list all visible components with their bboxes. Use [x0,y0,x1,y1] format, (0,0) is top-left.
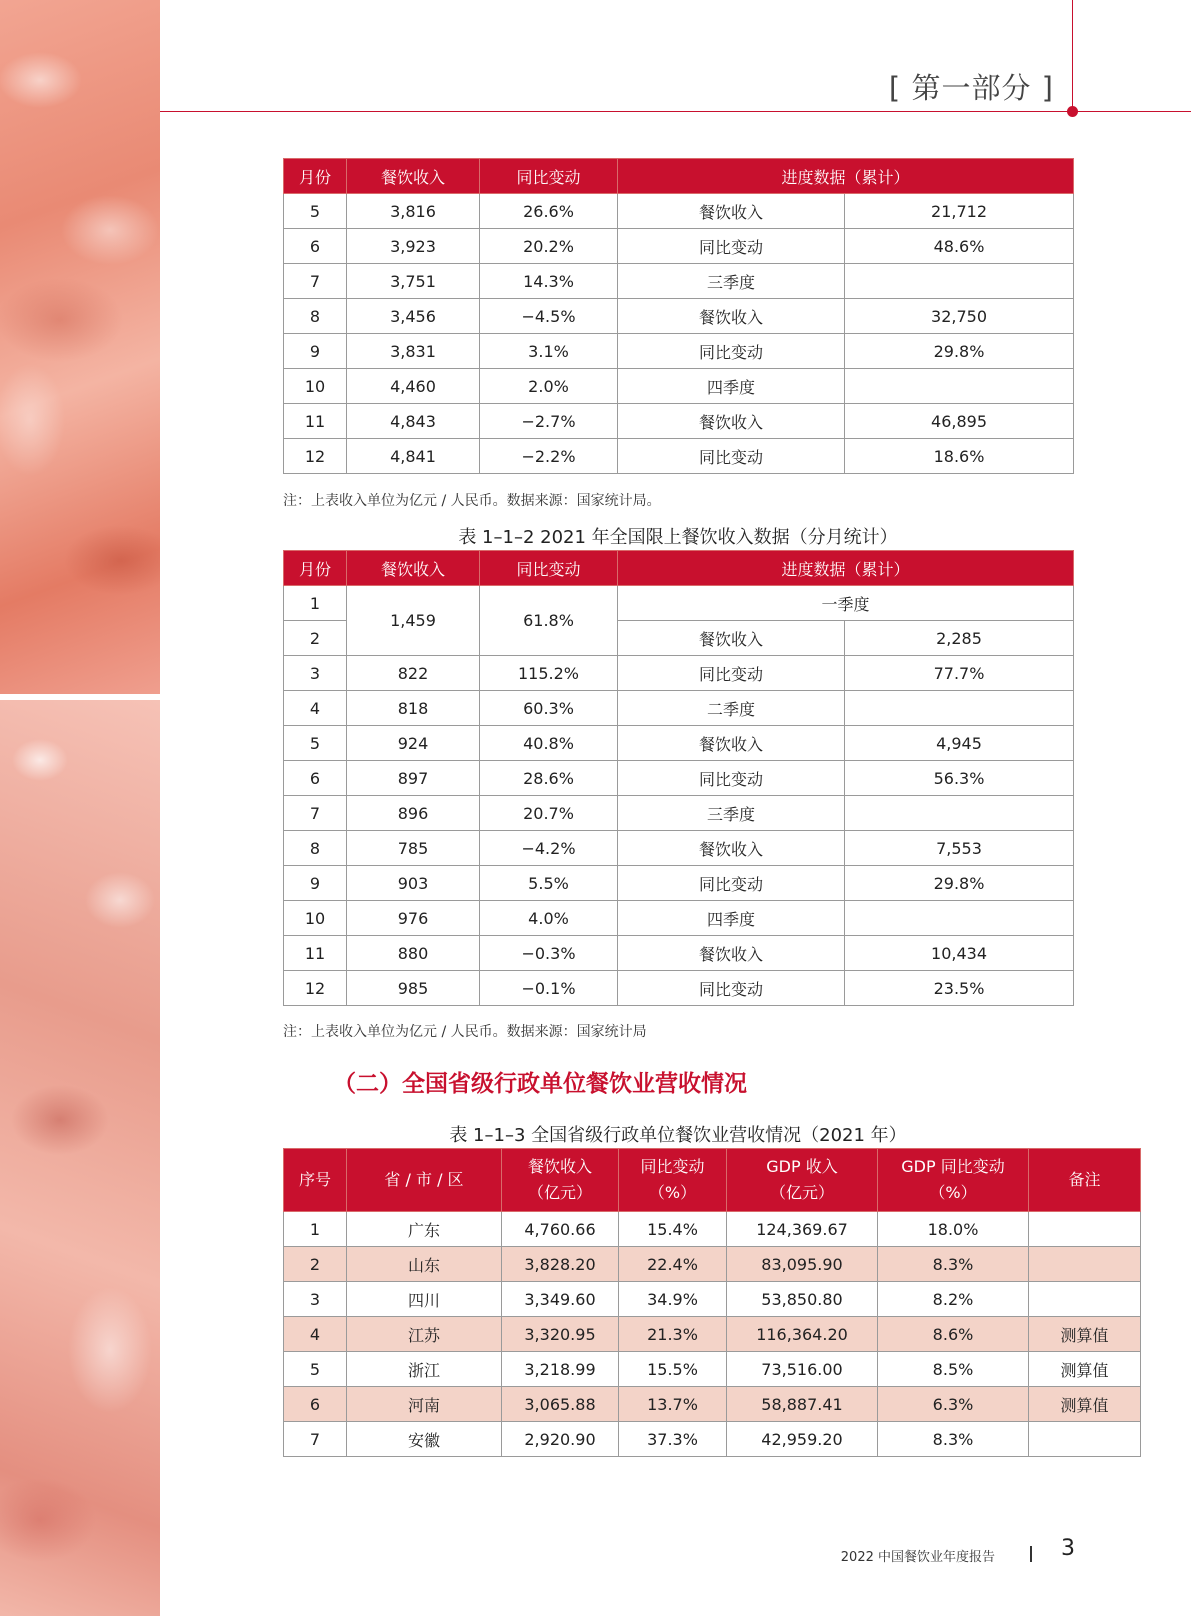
cell-yoy: 34.9% [619,1282,727,1317]
cell-yoy: 21.3% [619,1317,727,1352]
cell-progress-label: 同比变动 [618,656,845,691]
header-yoy [619,1149,727,1212]
cell-month: 2 [284,621,347,656]
cell-progress-label: 同比变动 [618,229,845,264]
cell-gdp: 124,369.67 [727,1212,878,1247]
table-row [284,901,1074,936]
cell-month: 6 [284,229,347,264]
cell-gdp-yoy: 6.3% [878,1387,1029,1422]
cell-no: 2 [284,1247,347,1282]
cell-progress-value [845,264,1074,299]
table-row [284,404,1074,439]
cell-revenue: 4,460 [347,369,480,404]
table-row [284,439,1074,474]
table-row [284,1282,1141,1317]
cell-month: 11 [284,404,347,439]
cell-yoy: 40.8% [480,726,618,761]
cell-yoy-merged: 61.8% [480,586,618,656]
cell-revenue-merged: 1,459 [347,586,480,656]
cell-progress-label: 餐饮收入 [618,831,845,866]
cell-month: 12 [284,439,347,474]
cell-revenue: 4,843 [347,404,480,439]
cell-month: 5 [284,194,347,229]
header-gdp-yoy-line1: GDP 同比变动 [901,1157,1005,1176]
cell-gdp-yoy: 8.5% [878,1352,1029,1387]
header-month: 月份 [284,159,347,194]
cell-no: 6 [284,1387,347,1422]
table-row [284,726,1074,761]
cell-progress-label: 同比变动 [618,334,845,369]
section-header: [ 第一部分 ] [888,71,1054,105]
cell-yoy: 14.3% [480,264,618,299]
cell-region: 河南 [347,1387,502,1422]
table-row [284,1352,1141,1387]
cell-yoy: 5.5% [480,866,618,901]
cell-revenue: 3,218.99 [502,1352,619,1387]
cell-progress-label: 餐饮收入 [618,936,845,971]
table-row [284,761,1074,796]
cell-month: 7 [284,264,347,299]
header-gdp-yoy-line2: （%） [929,1183,977,1202]
cell-region: 山东 [347,1247,502,1282]
cell-progress-value: 46,895 [845,404,1074,439]
table-row [284,334,1074,369]
cell-revenue: 897 [347,761,480,796]
header-progress: 进度数据（累计） [618,159,1074,194]
header-no: 序号 [284,1149,347,1212]
table-2-caption: 表 1–1–2 2021 年全国限上餐饮收入数据（分月统计） [458,527,898,548]
cell-gdp: 58,887.41 [727,1387,878,1422]
cell-gdp-yoy: 8.2% [878,1282,1029,1317]
cell-revenue: 4,841 [347,439,480,474]
table-3-provincial-revenue [283,1148,1141,1457]
cell-gdp-yoy: 18.0% [878,1212,1029,1247]
cell-gdp: 73,516.00 [727,1352,878,1387]
cell-revenue: 976 [347,901,480,936]
cell-remark [1029,1247,1141,1282]
cell-progress-value: 2,285 [845,621,1074,656]
table-2-monthly-revenue-2021 [283,550,1074,1006]
cell-revenue: 880 [347,936,480,971]
cell-no: 1 [284,1212,347,1247]
cell-progress-value: 29.8% [845,334,1074,369]
cell-progress-label: 同比变动 [618,761,845,796]
cell-revenue: 924 [347,726,480,761]
table-row [284,691,1074,726]
cell-progress-label: 三季度 [618,796,845,831]
cell-progress-value [845,369,1074,404]
cell-revenue: 3,923 [347,229,480,264]
cell-yoy: 26.6% [480,194,618,229]
cell-revenue: 3,831 [347,334,480,369]
cell-region: 浙江 [347,1352,502,1387]
cell-gdp-yoy: 8.3% [878,1247,1029,1282]
header-revenue-line1: 餐饮收入 [527,1157,592,1176]
cell-revenue: 896 [347,796,480,831]
cell-progress-value: 7,553 [845,831,1074,866]
cell-progress-value: 29.8% [845,866,1074,901]
table-row [284,831,1074,866]
cell-revenue: 3,828.20 [502,1247,619,1282]
cell-yoy: 15.4% [619,1212,727,1247]
cell-yoy: 13.7% [619,1387,727,1422]
header-horizontal-rule [160,111,1191,112]
cell-no: 5 [284,1352,347,1387]
header-yoy-line2: （%） [648,1183,697,1202]
cell-yoy: 15.5% [619,1352,727,1387]
cell-month: 8 [284,299,347,334]
cell-revenue: 3,751 [347,264,480,299]
cell-revenue: 785 [347,831,480,866]
cell-progress-value [845,796,1074,831]
side-photo-bottom [0,700,160,1616]
cell-month: 11 [284,936,347,971]
cell-revenue: 3,065.88 [502,1387,619,1422]
table-1-monthly-revenue [283,158,1074,474]
header-revenue [502,1149,619,1212]
cell-remark: 测算值 [1029,1317,1141,1352]
cell-yoy: −0.3% [480,936,618,971]
cell-yoy: −4.5% [480,299,618,334]
table-3-caption: 表 1–1–3 全国省级行政单位餐饮业营收情况（2021 年） [449,1125,907,1146]
header-yoy-line1: 同比变动 [640,1157,705,1176]
cell-yoy: −2.7% [480,404,618,439]
table-row [284,796,1074,831]
cell-progress-label: 同比变动 [618,971,845,1006]
cell-revenue: 2,920.90 [502,1422,619,1457]
cell-region: 安徽 [347,1422,502,1457]
cell-yoy: 115.2% [480,656,618,691]
cell-revenue: 3,456 [347,299,480,334]
cell-gdp: 83,095.90 [727,1247,878,1282]
cell-progress-label: 同比变动 [618,439,845,474]
cell-progress-value: 48.6% [845,229,1074,264]
cell-revenue: 4,760.66 [502,1212,619,1247]
cell-progress-label: 同比变动 [618,866,845,901]
cell-month: 9 [284,866,347,901]
cell-progress-value: 4,945 [845,726,1074,761]
cell-yoy: −2.2% [480,439,618,474]
table-row [284,971,1074,1006]
table-row [284,299,1074,334]
table-2-note: 注：上表收入单位为亿元 / 人民币。数据来源：国家统计局 [283,1024,647,1040]
table-row [284,936,1074,971]
cell-progress-label: 餐饮收入 [618,299,845,334]
header-revenue: 餐饮收入 [347,551,480,586]
cell-no: 3 [284,1282,347,1317]
cell-month: 6 [284,761,347,796]
table-row [284,1212,1141,1247]
cell-revenue: 985 [347,971,480,1006]
header-gdp-line1: GDP 收入 [766,1157,838,1176]
table-row [284,264,1074,299]
cell-yoy: 28.6% [480,761,618,796]
header-yoy: 同比变动 [480,551,618,586]
cell-remark [1029,1422,1141,1457]
cell-progress-label: 餐饮收入 [618,726,845,761]
cell-gdp-yoy: 8.6% [878,1317,1029,1352]
header-vertical-rule [1072,0,1073,112]
table-row [284,1247,1141,1282]
cell-progress-label: 餐饮收入 [618,404,845,439]
cell-month: 10 [284,901,347,936]
table-row [284,229,1074,264]
cell-gdp: 53,850.80 [727,1282,878,1317]
cell-remark: 测算值 [1029,1387,1141,1422]
table-row [284,369,1074,404]
cell-yoy: 3.1% [480,334,618,369]
cell-month: 1 [284,586,347,621]
cell-month: 7 [284,796,347,831]
cell-progress-label: 四季度 [618,901,845,936]
cell-progress-value: 77.7% [845,656,1074,691]
header-revenue: 餐饮收入 [347,159,480,194]
cell-progress-value [845,901,1074,936]
cell-progress-value: 32,750 [845,299,1074,334]
header-dot [1067,106,1078,117]
cell-progress-label: 四季度 [618,369,845,404]
header-month: 月份 [284,551,347,586]
cell-remark [1029,1212,1141,1247]
table-row [284,866,1074,901]
cell-yoy: −4.2% [480,831,618,866]
cell-progress-value: 23.5% [845,971,1074,1006]
table-1-note: 注：上表收入单位为亿元 / 人民币。数据来源：国家统计局。 [283,493,661,509]
cell-progress-value [845,691,1074,726]
cell-revenue: 903 [347,866,480,901]
cell-yoy: 2.0% [480,369,618,404]
header-region: 省 / 市 / 区 [347,1149,502,1212]
cell-month: 4 [284,691,347,726]
table-header-row [284,1149,1141,1212]
cell-remark: 测算值 [1029,1352,1141,1387]
table-row [284,586,1074,621]
cell-month: 10 [284,369,347,404]
cell-progress-label: 二季度 [618,691,845,726]
cell-month: 9 [284,334,347,369]
cell-revenue: 818 [347,691,480,726]
cell-progress-label: 一季度 [618,586,1074,621]
header-gdp-line2: （亿元） [769,1183,834,1202]
header-remark: 备注 [1029,1149,1141,1212]
page-number: 3 [1061,1536,1075,1561]
section-2-title: （二）全国省级行政单位餐饮业营收情况 [333,1071,747,1097]
table-row [284,1317,1141,1352]
cell-yoy: −0.1% [480,971,618,1006]
cell-no: 4 [284,1317,347,1352]
side-photo [0,0,160,1616]
cell-no: 7 [284,1422,347,1457]
cell-region: 江苏 [347,1317,502,1352]
cell-gdp-yoy: 8.3% [878,1422,1029,1457]
cell-region: 四川 [347,1282,502,1317]
cell-progress-value: 18.6% [845,439,1074,474]
cell-month: 8 [284,831,347,866]
footer-report-title: 2022 中国餐饮业年度报告 [840,1550,995,1565]
header-progress: 进度数据（累计） [618,551,1074,586]
table-header-row [284,159,1074,194]
header-yoy: 同比变动 [480,159,618,194]
cell-progress-label: 餐饮收入 [618,194,845,229]
table-header-row [284,551,1074,586]
cell-yoy: 37.3% [619,1422,727,1457]
cell-month: 3 [284,656,347,691]
header-gdp [727,1149,878,1212]
cell-yoy: 20.7% [480,796,618,831]
footer-divider [1030,1546,1032,1562]
cell-month: 12 [284,971,347,1006]
cell-month: 5 [284,726,347,761]
cell-revenue: 3,349.60 [502,1282,619,1317]
cell-progress-value: 21,712 [845,194,1074,229]
header-revenue-line2: （亿元） [527,1183,592,1202]
cell-gdp: 116,364.20 [727,1317,878,1352]
table-row [284,194,1074,229]
cell-progress-value: 56.3% [845,761,1074,796]
cell-revenue: 822 [347,656,480,691]
cell-gdp: 42,959.20 [727,1422,878,1457]
cell-progress-label: 餐饮收入 [618,621,845,656]
cell-remark [1029,1282,1141,1317]
cell-revenue: 3,816 [347,194,480,229]
cell-yoy: 60.3% [480,691,618,726]
cell-progress-label: 三季度 [618,264,845,299]
cell-progress-value: 10,434 [845,936,1074,971]
cell-region: 广东 [347,1212,502,1247]
cell-revenue: 3,320.95 [502,1317,619,1352]
side-photo-top [0,0,160,700]
cell-yoy: 22.4% [619,1247,727,1282]
table-row [284,1422,1141,1457]
header-gdp-yoy [878,1149,1029,1212]
table-row [284,1387,1141,1422]
cell-yoy: 20.2% [480,229,618,264]
table-row [284,656,1074,691]
cell-yoy: 4.0% [480,901,618,936]
